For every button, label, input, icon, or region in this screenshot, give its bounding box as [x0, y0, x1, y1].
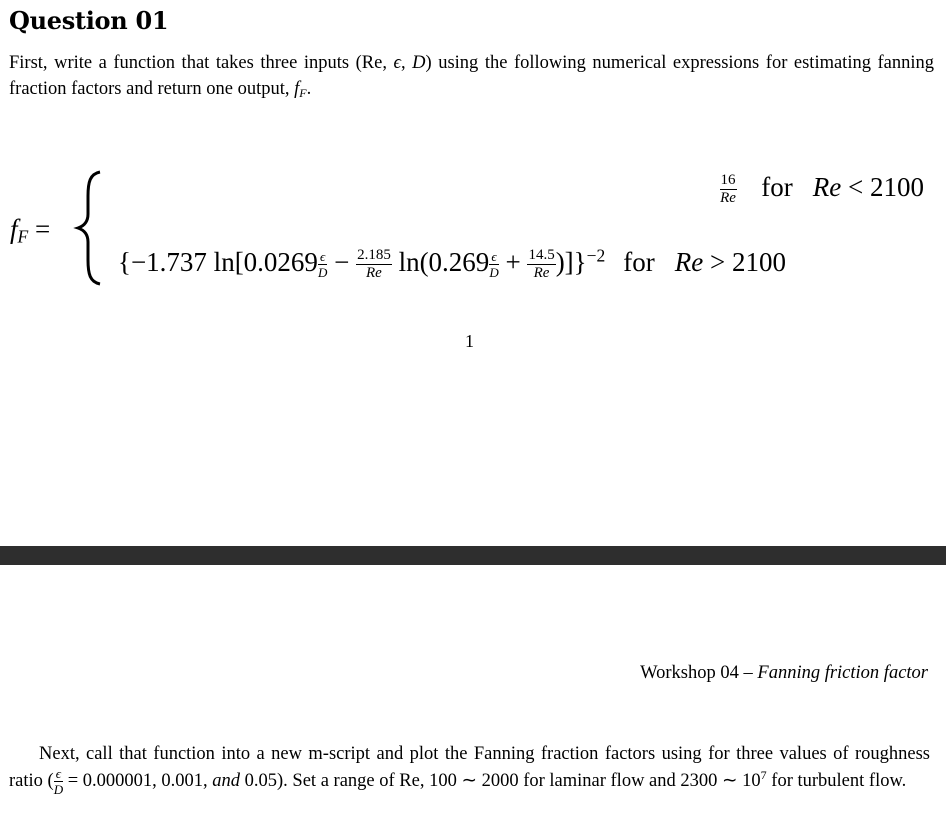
- left-brace-icon: [70, 168, 110, 288]
- intro-period: .: [306, 79, 312, 99]
- question-title: Question 01: [9, 6, 169, 35]
- case2-open: {−1.737 ln[0.0269: [118, 247, 318, 277]
- case1-re: Re: [812, 172, 842, 202]
- fraction-numerator: 2.185: [357, 247, 391, 264]
- equation-case-laminar: [720, 172, 924, 206]
- next-values: = 0.000001, 0.001,: [63, 770, 213, 791]
- next-exponent: 7: [760, 767, 767, 782]
- case2-exponent: −2: [586, 245, 606, 266]
- fraction-numerator: ϵ: [318, 250, 327, 265]
- equation-lhs: [10, 214, 50, 245]
- case2-close: )]}: [555, 247, 587, 277]
- fraction-denominator: D: [489, 265, 499, 281]
- intro-text-2: ) using the following numerical expressions for estimating fanning fraction factors and return one output,: [9, 53, 935, 99]
- next-paragraph: [9, 742, 930, 796]
- next-text-3: for turbulent flow.: [766, 770, 907, 791]
- fraction-denominator: Re: [366, 265, 382, 282]
- fraction-numerator: 14.5: [528, 247, 555, 264]
- intro-f-subscript: F: [299, 86, 307, 100]
- equation-case-turbulent: [118, 247, 786, 281]
- case2-ln: ln(0.269: [391, 247, 490, 277]
- intro-diameter: D: [412, 53, 426, 73]
- fraction-denominator: D: [53, 781, 64, 797]
- fraction-numerator: 16: [720, 172, 736, 189]
- case1-operator: <: [841, 172, 870, 202]
- lhs-equals: =: [28, 214, 51, 244]
- page-number: 1: [465, 331, 474, 351]
- next-last-value: 0.05: [240, 770, 278, 791]
- header-topic: Fanning friction factor: [757, 663, 928, 683]
- fraction-16-over-re: [720, 173, 737, 206]
- running-header: [640, 663, 928, 684]
- header-workshop: Workshop 04 –: [640, 663, 758, 683]
- fraction-denominator: Re: [720, 190, 736, 207]
- intro-paragraph: [9, 50, 934, 102]
- case1-value: 2100: [870, 172, 924, 202]
- next-text-1: Next, call that function into a new m-script and plot the Fanning fraction factors using for three values of roughness ratio (: [9, 744, 930, 791]
- fraction-eps-over-d: [318, 250, 327, 279]
- case1-for: for: [761, 172, 793, 202]
- fraction-denominator: Re: [533, 265, 550, 282]
- fraction-numerator: ϵ: [54, 767, 63, 782]
- fraction-denominator: D: [317, 265, 328, 281]
- next-and: and: [212, 770, 241, 791]
- case2-value: 2100: [732, 247, 786, 277]
- fraction-2185-over-re: [356, 248, 392, 281]
- next-text-2: ). Set a range of Re, 100 ∼ 2000 for laminar flow and 2300 ∼ 10: [277, 770, 761, 791]
- intro-text-1: First, write a function that takes three inputs (Re,: [9, 53, 394, 73]
- fraction-numerator: ϵ: [489, 250, 498, 265]
- fraction-eps-over-d-2: [489, 250, 498, 279]
- lhs-f-subscript: F: [17, 226, 29, 247]
- lhs-f: f: [10, 214, 18, 244]
- case2-for: for: [623, 247, 655, 277]
- case2-plus: +: [498, 247, 528, 277]
- intro-f: f: [294, 79, 300, 99]
- case2-operator: >: [703, 247, 732, 277]
- fraction-145-over-re: [527, 248, 555, 281]
- intro-epsilon: ϵ: [393, 53, 401, 73]
- intro-comma: ,: [400, 53, 413, 73]
- case2-re: Re: [674, 247, 704, 277]
- page-divider: [0, 546, 946, 565]
- case2-minus: −: [327, 247, 357, 277]
- fraction-eps-over-d-3: [54, 767, 63, 796]
